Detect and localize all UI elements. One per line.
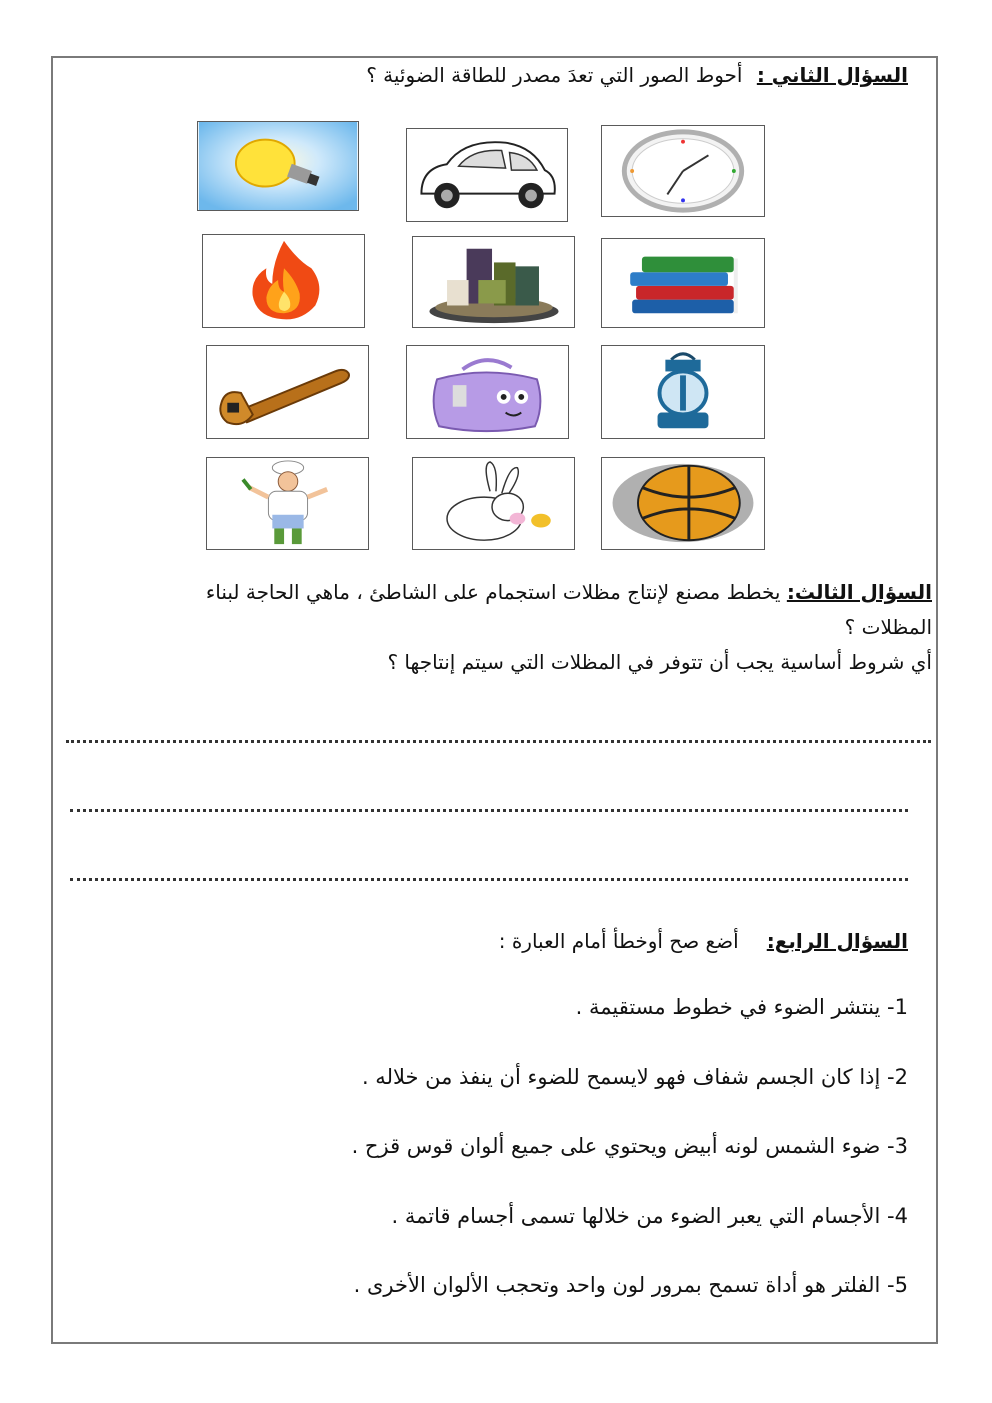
image-wrench[interactable]: [206, 345, 369, 439]
question-2-text: أحوط الصور التي تعدَ مصدر للطاقة الضوئية ؟: [366, 63, 743, 87]
question-4-label: السؤال الرابع:: [766, 929, 908, 953]
ball-icon: [602, 458, 764, 549]
books-icon: [602, 239, 764, 327]
image-lantern[interactable]: [601, 345, 765, 439]
lantern-icon: [602, 346, 764, 438]
question-4-text: أضع صح أوخطأ أمام العبارة :: [498, 929, 739, 953]
question-3-line3: أي شروط أساسية يجب أن تتوفر في المظلات التي سيتم إنتاجها ؟: [387, 650, 932, 674]
rabbit-icon: [413, 458, 574, 549]
question-3-line2: المظلات ؟: [844, 615, 932, 639]
answer-line-2[interactable]: [70, 809, 908, 812]
question-3-label: السؤال الثالث:: [786, 580, 932, 604]
answer-line-3[interactable]: [70, 878, 908, 881]
image-car[interactable]: [406, 128, 568, 222]
statement-1: 1- ينتشر الضوء في خطوط مستقيمة .: [575, 995, 908, 1019]
image-fire[interactable]: [202, 234, 365, 328]
statement-3: 3- ضوء الشمس لونه أبيض ويحتوي على جميع ألوان قوس قزح .: [351, 1134, 908, 1158]
statement-4: 4- الأجسام التي يعبر الضوء من خلالها تسمى أجسام قاتمة .: [391, 1204, 908, 1228]
wrench-icon: [207, 346, 368, 438]
statement-2: 2- إذا كان الجسم شفاف فهو لايسمح للضوء أن ينفذ من خلاله .: [361, 1065, 908, 1089]
image-bag[interactable]: [406, 345, 569, 439]
question-2: [366, 63, 908, 87]
image-light-bulb[interactable]: [197, 121, 359, 211]
statement-5: 5- الفلتر هو أداة تسمح بمرور لون واحد وتحجب الألوان الأخرى .: [353, 1273, 908, 1297]
fire-icon: [203, 235, 364, 327]
question-3: [206, 580, 932, 604]
car-icon: [407, 129, 567, 221]
question-2-label: السؤال الثاني :: [756, 63, 908, 87]
chef-icon: [207, 458, 368, 549]
answer-line-1[interactable]: [66, 740, 931, 743]
image-candles[interactable]: [412, 236, 575, 328]
candles-icon: [413, 237, 574, 327]
clock-icon: [602, 126, 764, 216]
light-bulb-icon: [198, 122, 358, 210]
image-books[interactable]: [601, 238, 765, 328]
image-rabbit[interactable]: [412, 457, 575, 550]
image-ball[interactable]: [601, 457, 765, 550]
image-clock[interactable]: [601, 125, 765, 217]
question-4: [499, 929, 908, 953]
image-chef[interactable]: [206, 457, 369, 550]
question-3-line1: يخطط مصنع لإنتاج مظلات استجمام على الشاطئ ، ماهي الحاجة لبناء: [205, 580, 781, 604]
bag-icon: [407, 346, 568, 438]
